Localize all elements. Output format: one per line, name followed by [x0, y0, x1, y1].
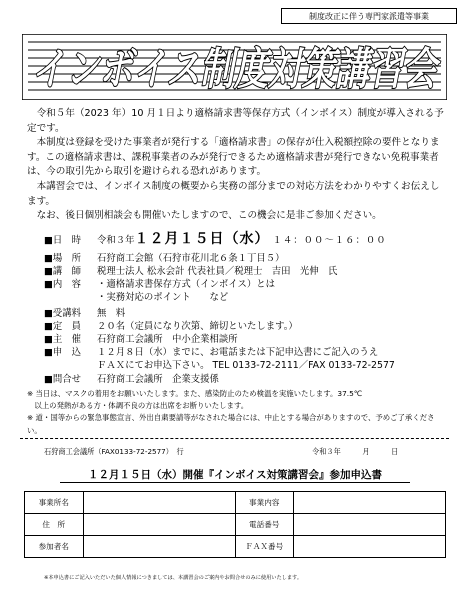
intro-paragraph: 令和５年（2023 年）10 月１日より適格請求書等保存方式（インボイス）制度が導入される予定です。 [27, 108, 444, 134]
event-title-text: インボイス制度対策講習会 [31, 44, 442, 95]
form-label: 参加者名 [25, 536, 84, 558]
participant-name-field[interactable] [83, 536, 235, 558]
fax-recipient: 石狩商工会議所（FAX0133-72-2577） 行 [44, 447, 184, 456]
phone-field[interactable] [293, 514, 445, 536]
info-apply-2 [44, 359, 444, 372]
application-title: １２月１５日（水）開催『インボイス対策講習会』参加申込書 [60, 468, 410, 483]
form-label: 事業内容 [235, 492, 293, 514]
privacy-note: ※本申込書にご記入いただいた個人情報につきましては、本講習会のご案内やお問合せのみに使用いたします。 [44, 575, 303, 581]
info-key: ■申 込 [44, 347, 81, 358]
info-place [44, 252, 444, 265]
fax-header [44, 447, 444, 457]
cut-line [20, 438, 449, 439]
note-line: ※ 当日は、マスクの着用をお願いいたします。また、感染防止のため検温を実施いたします。37.5℃ [27, 389, 363, 398]
info-value: ＦＡＸにてお申込下さい。 TEL 0133-72-2111／FAX 0133-72-2577 [97, 360, 395, 371]
info-key: ■内 容 [44, 279, 81, 290]
info-key: ■場 所 [44, 253, 81, 264]
intro-text [27, 107, 447, 224]
business-type-field[interactable] [293, 492, 445, 514]
info-lecturer [44, 265, 444, 278]
info-host [44, 333, 444, 346]
form-label: ＦＡＸ番号 [235, 536, 293, 558]
info-key: ■問合せ [44, 374, 81, 385]
form-row [25, 514, 446, 536]
info-value: １２月８日（水）までに、お電話または下記申込書にご記入のうえ [97, 347, 379, 358]
info-date [44, 233, 444, 247]
intro-paragraph: なお、後日個別相談会も開催いたしますので、この機会に是非ご参加ください。 [36, 210, 382, 222]
form-label: 電話番号 [235, 514, 293, 536]
date-prefix: 令和３年 [97, 235, 135, 246]
info-key: ■講 師 [44, 266, 81, 277]
info-key: ■主 催 [44, 334, 81, 345]
info-content [44, 278, 444, 291]
info-capacity [44, 320, 444, 333]
info-value: ２０名（定員になり次第、締切といたします。） [97, 321, 298, 332]
info-key: ■日 時 [44, 235, 81, 246]
application-form [24, 491, 446, 558]
event-title [22, 34, 447, 100]
form-label: 事業所名 [25, 492, 84, 514]
program-tag: 制度改正に伴う専門家派遣等事業 [281, 8, 457, 24]
info-value: 石狩商工会議所 中小企業相談所 [97, 334, 238, 345]
notes [27, 388, 447, 437]
info-content-2 [44, 291, 444, 304]
info-value: ・適格請求書保存方式（インボイス）とは [97, 279, 276, 290]
fax-number-field[interactable] [293, 536, 445, 558]
info-key: ■受講料 [44, 308, 81, 319]
info-value: 石狩商工会議所 企業支援係 [97, 374, 219, 385]
application-date: 令和３年 月 日 [312, 447, 399, 456]
info-contact [44, 373, 444, 386]
form-label: 住 所 [25, 514, 84, 536]
info-value: 石狩商工会館（石狩市花川北６条１丁目５） [97, 253, 285, 264]
info-key: ■定 員 [44, 321, 81, 332]
note-line: ※ 道・国等からの緊急事態宣言、外出自粛要請等がなされた場合には、中止とする場合がありますので、予めご了承ください。 [27, 413, 435, 435]
intro-paragraph: 本講習会では、インボイス制度の概要から実務の部分までの対応方法をわかりやすくお伝えします。 [27, 180, 440, 207]
note-line: 以上の発熱がある方・体調不良の方は出席をお断りいたします。 [27, 401, 249, 411]
event-time: １４：００〜１６：００ [272, 235, 387, 246]
form-row [25, 492, 446, 514]
info-fee [44, 307, 444, 320]
info-value: 税理士法人 松永会計 代表社員／税理士 吉田 光伸 氏 [97, 266, 338, 277]
event-date: １２月１５日（水） [134, 231, 270, 247]
business-name-field[interactable] [83, 492, 235, 514]
info-apply [44, 346, 444, 359]
info-value: 無 料 [97, 308, 126, 319]
form-row [25, 536, 446, 558]
intro-paragraph: 本制度は登録を受けた事業者が発行する「適格請求書」の保存が仕入税額控除の要件となります。この適格請求書は、課税事業者のみが発行できるため適格請求書が発行できない免税事業者は、今の取引先から取引を避けられる恐れがあります。 [27, 137, 440, 178]
info-value: ・実務対応のポイント など [97, 292, 229, 303]
address-field[interactable] [83, 514, 235, 536]
